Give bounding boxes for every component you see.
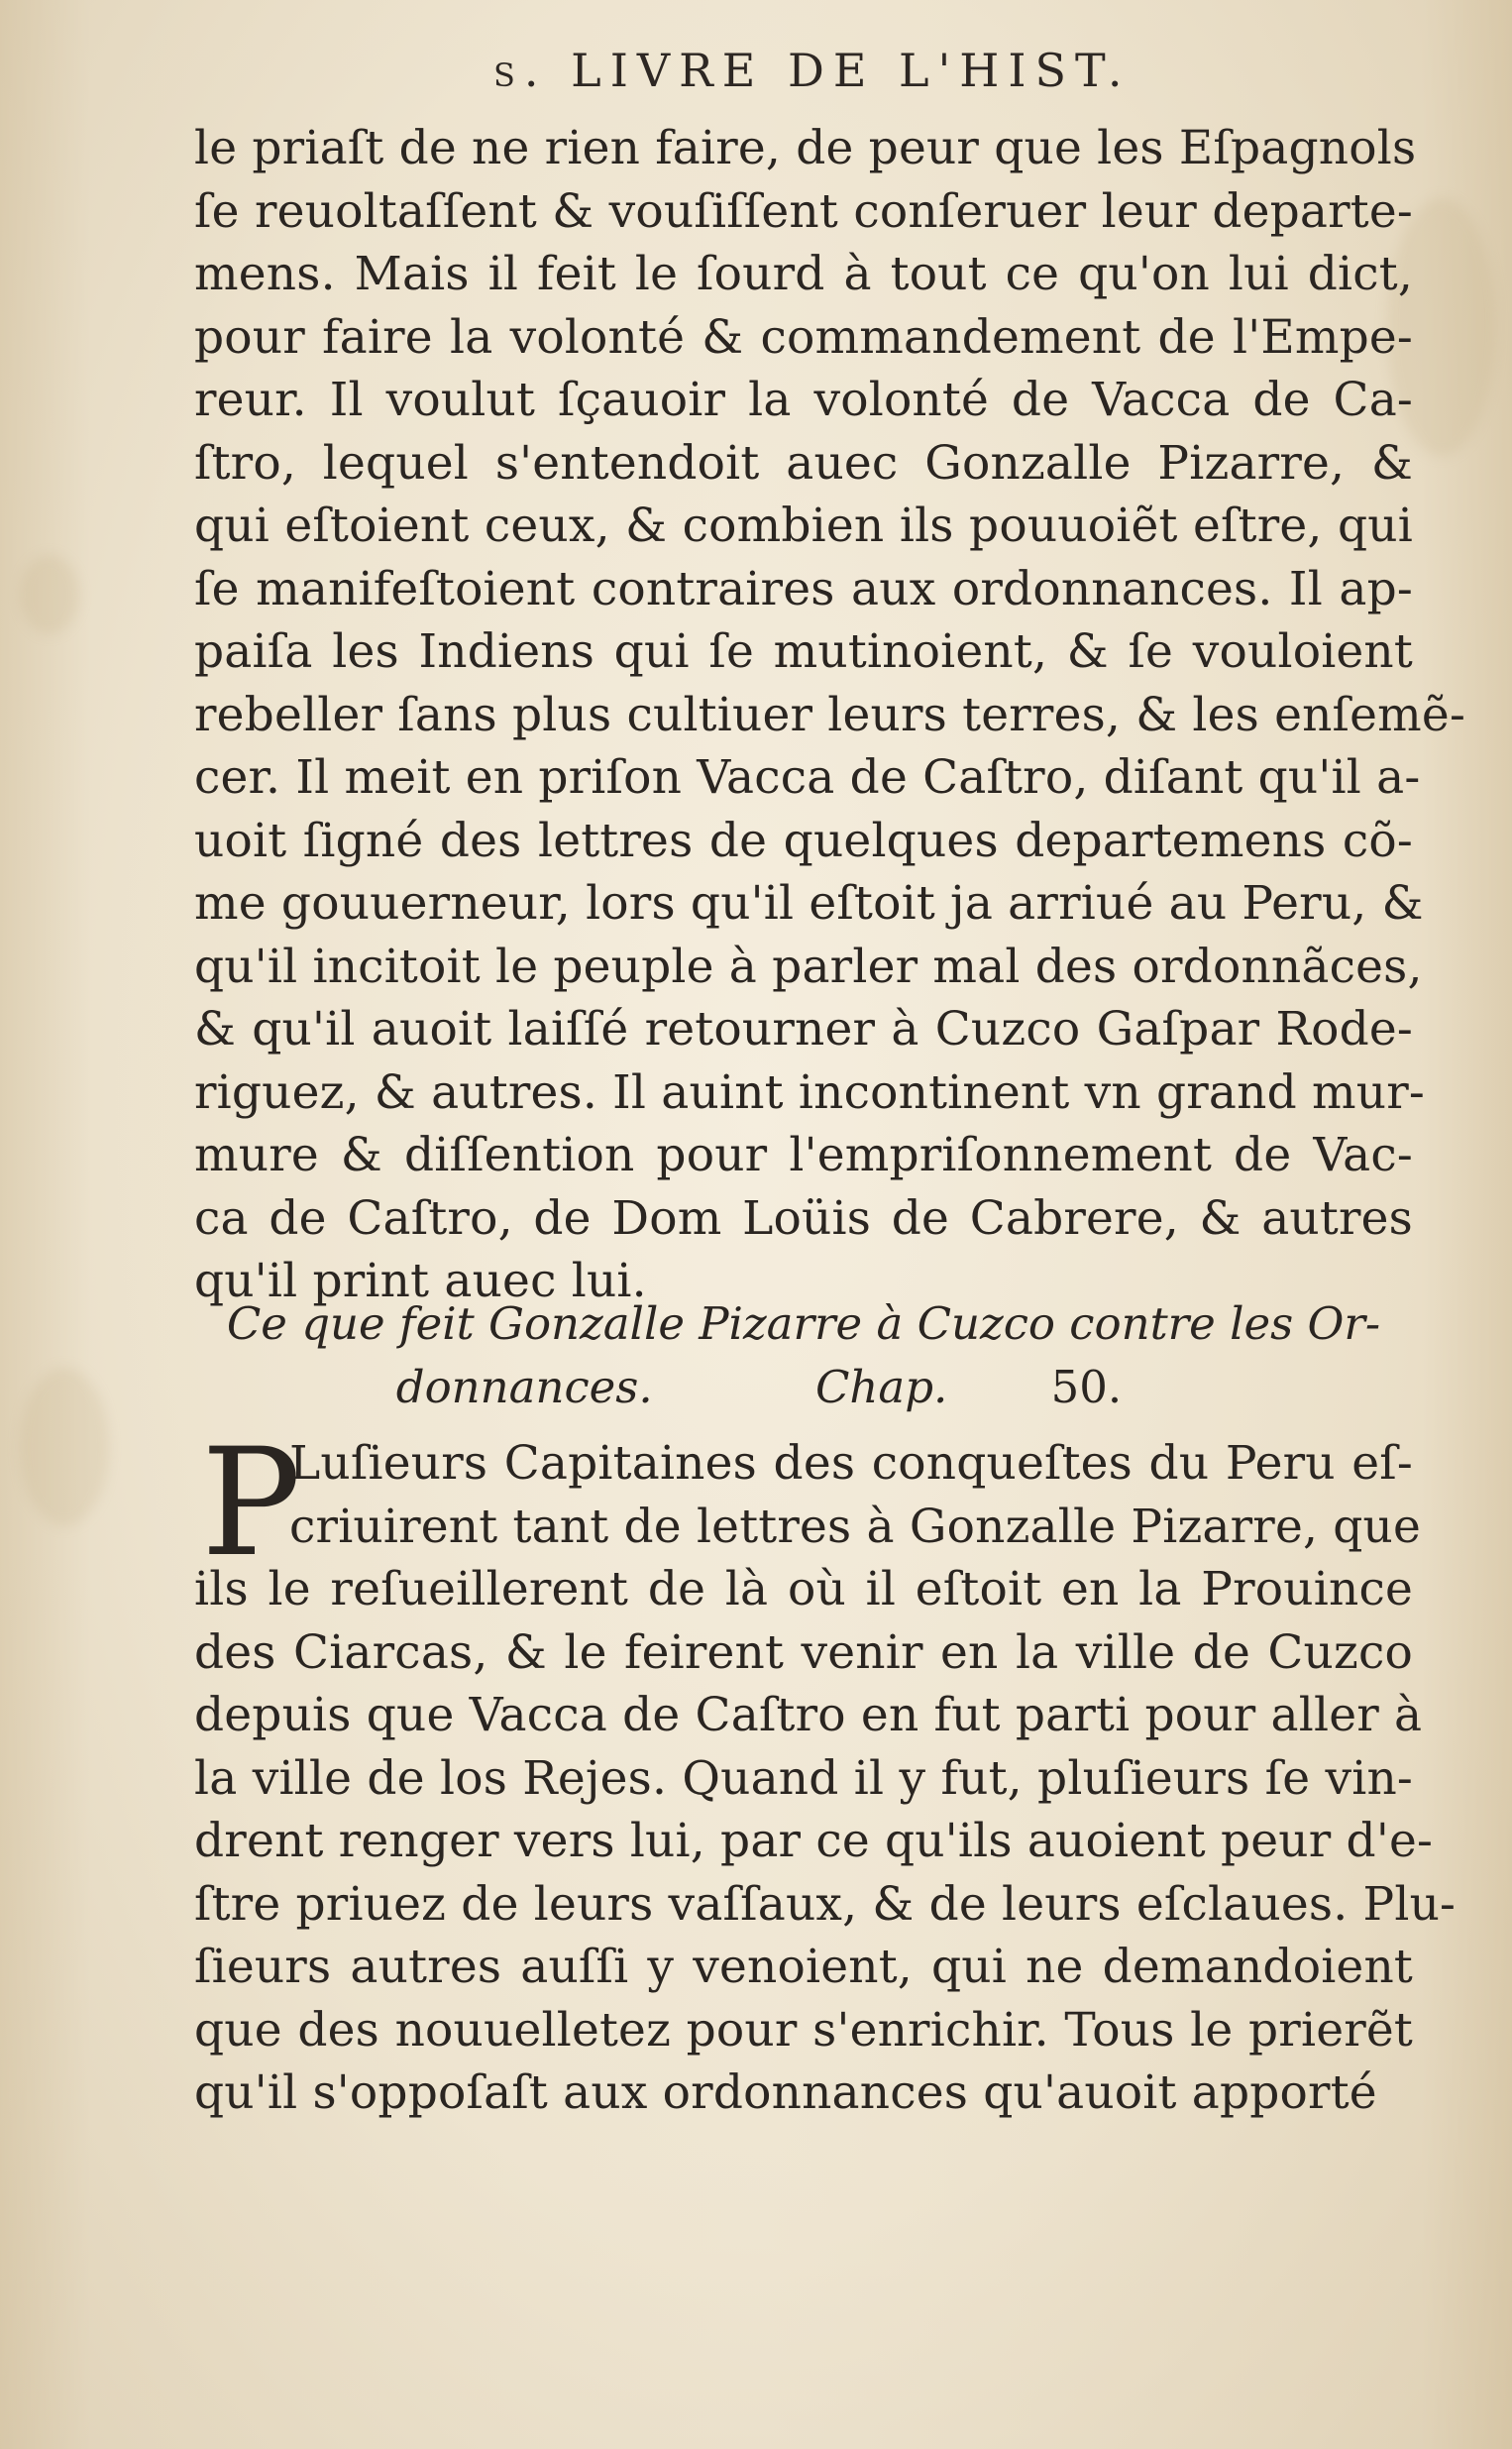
text-line: ſe manifeſtoient contraires aux ordonnances. Il ap- xyxy=(194,561,1413,616)
paragraph-text xyxy=(194,117,1466,1313)
chapter-heading-line: Ce que feit Gonzalle Pizarre à Cuzco contre les Or- xyxy=(226,1297,1381,1350)
text-line: le priaſt de ne rien faire, de peur que les Eſpagnols xyxy=(194,121,1417,175)
chapter-text xyxy=(194,1417,1457,2125)
text-line: pour faire la volonté & commandement de l'Empe- xyxy=(194,309,1413,365)
text-line: Luſieurs Capitaines des conqueſtes du Peru eſ- xyxy=(289,1436,1413,1491)
text-line: rebeller ſans plus cultiuer leurs terres, & les enſemẽ- xyxy=(194,687,1466,742)
text-line: ſieurs autres auſſi y venoient, qui ne demandoient xyxy=(194,1940,1413,1994)
paper-stain xyxy=(20,1368,109,1526)
text-line: qu'il s'oppoſaſt aux ordonnances qu'auoit apporté xyxy=(194,2065,1377,2120)
chapter-heading-text: donnances. xyxy=(395,1361,653,1413)
text-line: qui eſtoient ceux, & combien ils pouuoiẽt eſtre, qui xyxy=(194,499,1413,553)
chapter-label: Chap. xyxy=(814,1361,948,1413)
text-line: ſe reuoltaſſent & vouſiſſent conſeruer leur departe- xyxy=(194,183,1413,239)
chapter-heading-line xyxy=(194,1356,1413,1419)
text-line: drent renger vers lui, par ce qu'ils auoient peur d'e- xyxy=(194,1814,1434,1868)
text-line: ſtre priuez de leurs vaſſaux, & de leurs eſclaues. Plu- xyxy=(194,1876,1457,1932)
text-line: mure & diſſention pour l'empriſonnement de Vac- xyxy=(194,1128,1413,1182)
text-line: cer. Il meit en priſon Vacca de Caſtro, diſant qu'il a- xyxy=(194,750,1421,805)
text-line: criuirent tant de lettres à Gonzalle Pizarre, que xyxy=(289,1499,1422,1554)
text-line: & qu'il auoit laiſſé retourner à Cuzco Gaſpar Rode- xyxy=(194,1002,1413,1057)
paper-stain xyxy=(20,555,79,634)
text-line: mens. Mais il feit le ſourd à tout ce qu'on lui dict, xyxy=(194,247,1413,301)
text-line: ſtro, lequel s'entendoit auec Gonzalle Pizarre, & xyxy=(194,435,1413,491)
text-line: que des nouuelletez pour s'enrichir. Tous le prierẽt xyxy=(194,2002,1413,2058)
chapter-number: 50. xyxy=(1050,1361,1123,1413)
text-line: reur. Il voulut ſçauoir la volonté de Vacca de Ca- xyxy=(194,373,1413,427)
text-line: qu'il incitoit le peuple à parler mal des ordonnãces, xyxy=(194,939,1423,994)
text-line: ca de Caſtro, de Dom Loüis de Cabrere, & autres xyxy=(194,1190,1413,1246)
chapter-heading xyxy=(194,1292,1413,1419)
text-line: depuis que Vacca de Caſtro en fut parti pour aller à xyxy=(194,1688,1423,1742)
drop-cap: P xyxy=(201,1417,301,1590)
text-line: qu'il print auec lui. xyxy=(194,1254,647,1308)
text-line: me gouuerneur, lors qu'il eſtoit ja arriué au Peru, & xyxy=(194,876,1424,931)
text-line: la ville de los Rejes. Quand il y fut, pluſieurs ſe vin- xyxy=(194,1750,1413,1806)
text-line: ils le reſueillerent de là où il eſtoit en la Prouince xyxy=(194,1562,1413,1616)
running-head: ſ. LIVRE DE L'HIST. xyxy=(493,44,1132,97)
text-line: riguez, & autres. Il auint incontinent vn grand mur- xyxy=(194,1064,1426,1120)
text-line: paiſa les Indiens qui ſe mutinoient, & ſe vouloient xyxy=(194,624,1413,679)
text-line: des Ciarcas, & le feirent venir en la ville de Cuzco xyxy=(194,1624,1413,1680)
text-line: uoit ſigné des lettres de quelques departemens cõ- xyxy=(194,813,1413,868)
